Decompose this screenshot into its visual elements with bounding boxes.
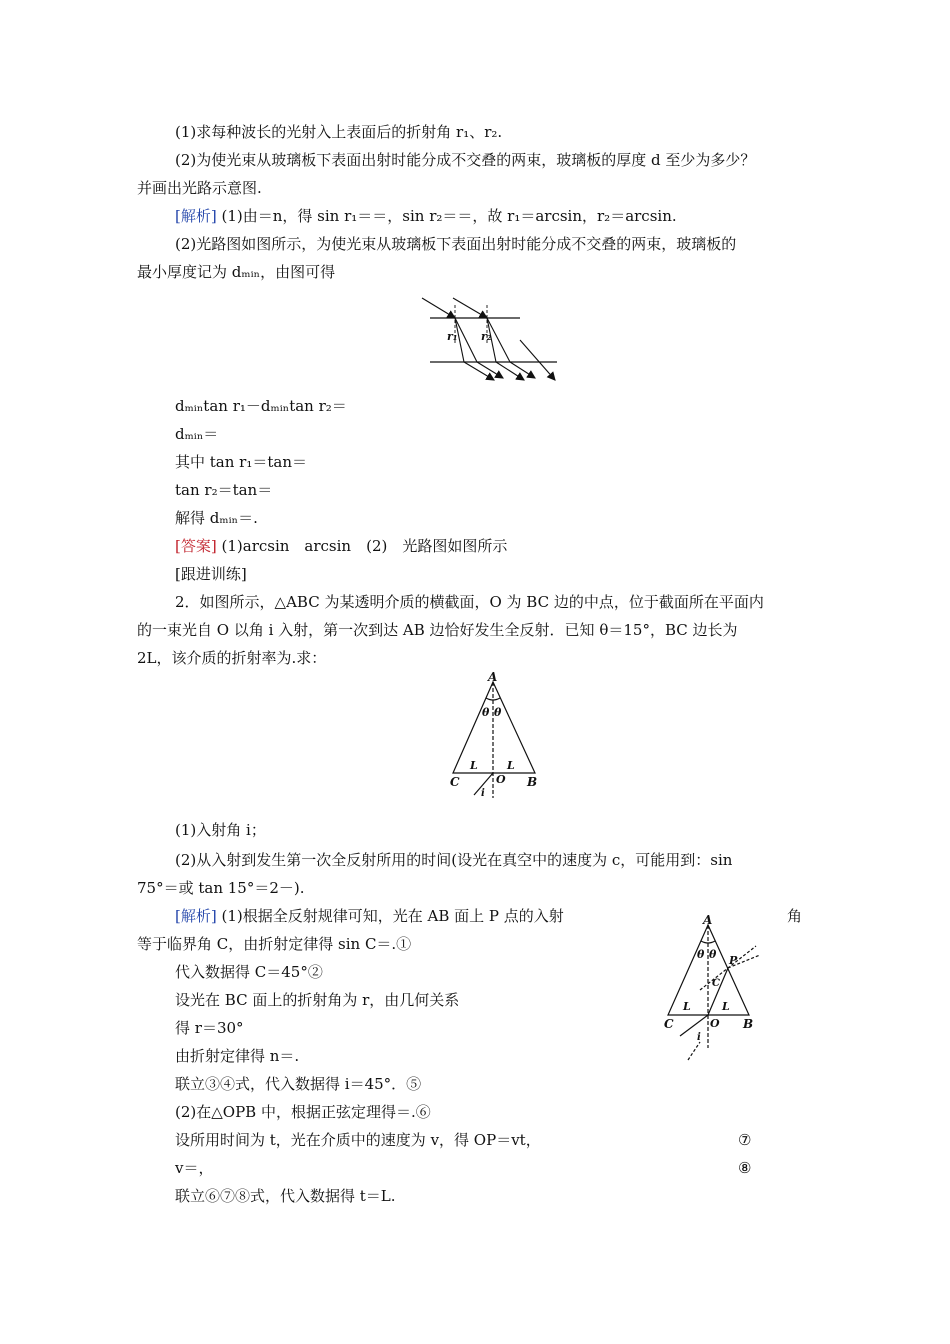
normal-at-p xyxy=(700,946,756,990)
solution-3 xyxy=(175,906,564,926)
theta-arc xyxy=(486,698,500,700)
refracted-rays xyxy=(455,318,510,362)
answer-tag: [答案] xyxy=(175,537,217,555)
label-theta-left: θ xyxy=(482,706,490,719)
triangle-abc-2 xyxy=(668,925,749,1015)
normal-lines xyxy=(455,305,487,345)
question-1: (1)求每种波长的光射入上表面后的折射角 r₁、r₂. xyxy=(175,123,503,141)
incident-rays xyxy=(422,298,487,318)
equation-3: 其中 tan r₁＝tan＝ xyxy=(175,453,307,471)
label-l-left: L xyxy=(470,759,478,772)
follow-up-heading: [跟进训练] xyxy=(175,565,247,583)
label-a-2: A xyxy=(703,913,713,927)
equation-5: 解得 dₘᵢₙ＝. xyxy=(175,509,258,527)
label-r2: r₂ xyxy=(481,330,492,343)
step-8: 设所用时间为 t，光在介质中的速度为 v，得 OP＝vt， xyxy=(175,1131,541,1149)
label-i: i xyxy=(481,788,485,799)
problem-2-line-3: 2L，该介质的折射率为.求： xyxy=(137,649,327,667)
refracted-ray xyxy=(708,968,728,1015)
triangle-abc xyxy=(453,682,535,773)
step-9-number: ⑧ xyxy=(738,1159,752,1177)
problem-2-line-1: 2．如图所示，△ABC 为某透明介质的横截面，O 为 BC 边的中点，位于截面所在平面内 xyxy=(175,593,764,611)
label-i-2: i xyxy=(697,1032,701,1043)
question-2-line-1: (2)为使光束从玻璃板下表面出射时能分成不交叠的两束，玻璃板的厚度 d 至少为多少？ xyxy=(175,151,756,169)
solution-3-text: (1)根据全反射规律可知，光在 AB 面上 P 点的入射 xyxy=(221,907,564,925)
normal-at-o xyxy=(688,1042,700,1060)
answer xyxy=(175,536,507,556)
solution-3-end: 角 xyxy=(787,907,803,925)
label-r1: r₁ xyxy=(447,330,458,343)
step-3: 设光在 BC 面上的折射角为 r，由几何关系 xyxy=(175,991,460,1009)
equation-1: dₘᵢₙtan r₁－dₘᵢₙtan r₂＝ xyxy=(175,397,347,415)
label-c-2: C xyxy=(664,1017,674,1031)
label-o-2: O xyxy=(710,1017,720,1030)
label-theta-left-2: θ xyxy=(697,948,705,961)
glass-plate xyxy=(430,318,557,362)
sub-question-2-line-2: 75°＝或 tan 15°＝2－). xyxy=(137,879,305,897)
label-l-left-2: L xyxy=(683,1000,691,1013)
solution-1-text: (1)由＝n，得 sin r₁＝＝，sin r₂＝＝，故 r₁＝arcsin，r₂＝arcsin. xyxy=(221,207,677,225)
label-c-angle: C xyxy=(712,978,720,989)
label-theta-right-2: θ xyxy=(709,948,717,961)
label-theta-right: θ xyxy=(494,706,502,719)
solution-3-tag: [解析] xyxy=(175,907,217,925)
answer-text: (1)arcsin arcsin (2) 光路图如图所示 xyxy=(221,537,508,555)
question-2-line-2: 并画出光路示意图. xyxy=(137,179,262,197)
incident-ray xyxy=(474,773,493,795)
label-o: O xyxy=(496,773,506,786)
solution-1 xyxy=(175,206,677,226)
label-b-2: B xyxy=(743,1017,754,1031)
solution-2-line-1: (2)光路图如图所示，为使光束从玻璃板下表面出射时能分成不交叠的两束，玻璃板的 xyxy=(175,235,737,253)
equation-4: tan r₂＝tan＝ xyxy=(175,481,273,499)
step-5: 由折射定律得 n＝. xyxy=(175,1047,300,1065)
equation-2: dₘᵢₙ＝ xyxy=(175,425,219,443)
step-8-number: ⑦ xyxy=(738,1131,752,1149)
step-1: 等于临界角 C，由折射定律得 sin C＝.① xyxy=(137,935,412,953)
outgoing-rays xyxy=(464,340,555,380)
sub-question-1: (1)入射角 i； xyxy=(175,821,266,839)
label-p: P xyxy=(729,954,738,967)
solution-2-line-2: 最小厚度记为 dₘᵢₙ，由图可得 xyxy=(137,263,336,281)
label-l-right-2: L xyxy=(722,1000,730,1013)
step-6: 联立③④式，代入数据得 i＝45°．⑤ xyxy=(175,1075,422,1093)
reflected-ray xyxy=(728,955,760,968)
problem-2-line-2: 的一束光自 O 以角 i 入射，第一次到达 AB 边恰好发生全反射．已知 θ＝15°，BC 边长为 xyxy=(137,621,738,639)
sub-question-2-line-1: (2)从入射到发生第一次全反射所用的时间(设光在真空中的速度为 c，可能用到：sin xyxy=(175,851,733,869)
label-c: C xyxy=(450,775,460,789)
incident-ray-2 xyxy=(680,1015,708,1036)
step-7: (2)在△OPB 中，根据正弦定理得＝.⑥ xyxy=(175,1103,431,1121)
step-2: 代入数据得 C＝45°② xyxy=(175,963,323,981)
solution-tag: [解析] xyxy=(175,207,217,225)
step-10: 联立⑥⑦⑧式，代入数据得 t＝L. xyxy=(175,1187,396,1205)
step-9: v＝， xyxy=(175,1159,214,1177)
label-l-right: L xyxy=(507,759,515,772)
theta-arc-2 xyxy=(701,941,715,943)
label-b: B xyxy=(527,775,538,789)
step-4: 得 r＝30° xyxy=(175,1019,244,1037)
label-a: A xyxy=(488,670,498,684)
